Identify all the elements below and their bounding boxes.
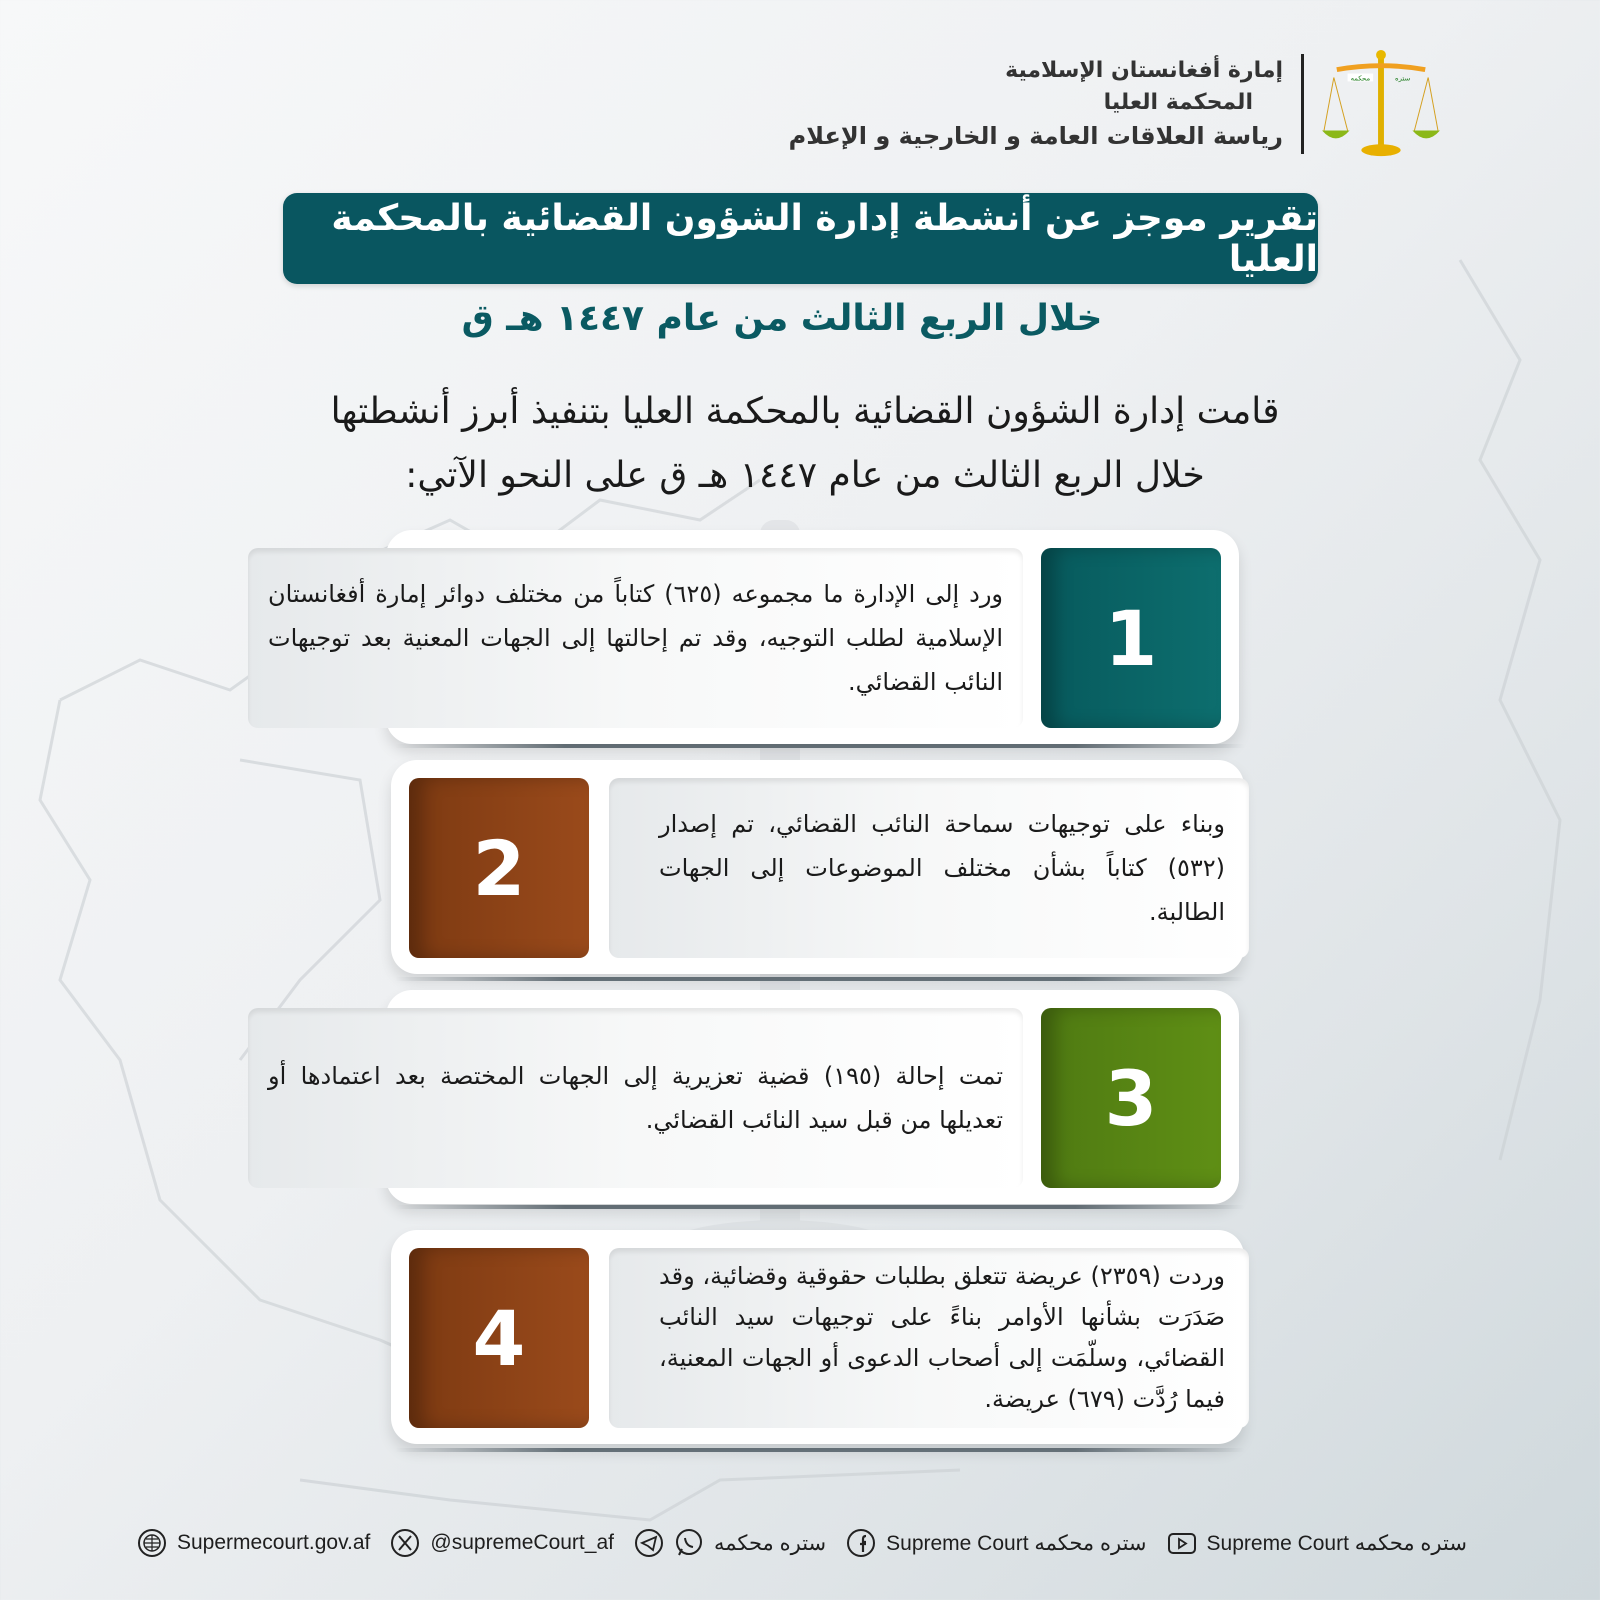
website-label: Supermecourt.gov.af (177, 1531, 371, 1554)
header-department: رياسة العلاقات العامة و الخارجية و الإعلام (788, 122, 1283, 150)
activity-card-1 (268, 530, 1239, 744)
item-number-badge: 2 (409, 778, 589, 958)
card-shelf-line (395, 1448, 1245, 1452)
activity-card-4 (391, 1230, 1244, 1444)
intro-line-2: خلال الربع الثالث من عام ١٤٤٧ هـ ق على النحو الآتي: (405, 455, 1205, 496)
item-text-panel (609, 778, 1249, 958)
footer-x-link[interactable] (390, 1528, 614, 1558)
activity-card-2 (391, 760, 1244, 974)
card-shelf-line (395, 1205, 1245, 1209)
header (789, 48, 1440, 160)
scales-of-justice-icon (1322, 48, 1440, 160)
header-text (789, 55, 1283, 153)
item-number-badge: 4 (409, 1248, 589, 1428)
facebook-label: Supreme Court ستره محکمه (886, 1531, 1147, 1555)
footer-messaging-link[interactable] (634, 1528, 826, 1558)
header-divider (1301, 54, 1304, 154)
item-text-panel (248, 1008, 1023, 1188)
item-number-badge: 3 (1041, 1008, 1221, 1188)
card-shelf-line (395, 977, 1245, 981)
svg-text:ستره: ستره (1395, 74, 1411, 83)
item-text: وردت (٢٣٥٩) عريضة تتعلق بطلبات حقوقية وقضائية، وقد صَدَرَت بشأنها الأوامر بناءً على توجيهات سيد النائب القضائي، وسلّمَت إلى أصحاب الدعوى أو الجهات المعنية، فيما رُدَّت (٦٧٩) عريضة. (659, 1262, 1225, 1413)
facebook-icon (846, 1528, 876, 1558)
globe-icon (137, 1528, 167, 1558)
footer-social-links (137, 1525, 1467, 1561)
subtitle-text: خلال الربع الثالث من عام ١٤٤٧ هـ ق (461, 298, 1103, 339)
item-text-panel (609, 1248, 1249, 1428)
item-text: تمت إحالة (١٩٥) قضية تعزيرية إلى الجهات المختصة بعد اعتمادها أو تعديلها من قبل سيد النائب القضائي. (268, 1062, 1004, 1134)
card-shelf-line (395, 744, 1245, 748)
footer-website-link[interactable] (137, 1528, 370, 1558)
item-text: ورد إلى الإدارة ما مجموعه (٦٢٥) كتاباً من مختلف دوائر إمارة أفغانستان الإسلامية لطلب التوجيه، وقد تم إحالتها إلى الجهات المعنية بعد توجيهات النائب القضائي. (268, 580, 1004, 696)
x-label: @supremeCourt_af (430, 1531, 614, 1554)
item-text: وبناء على توجيهات سماحة النائب القضائي، تم إصدار (٥٣٢) كتاباً بشأن مختلف الموضوعات إلى الجهات الطالبة. (659, 810, 1225, 926)
youtube-icon (1167, 1528, 1197, 1558)
footer-facebook-link[interactable] (846, 1528, 1146, 1558)
x-twitter-icon (390, 1528, 420, 1558)
telegram-icon (634, 1528, 664, 1558)
intro-line-1: قامت إدارة الشؤون القضائية بالمحكمة العليا بتنفيذ أبرز أنشطتها (330, 391, 1280, 432)
header-emirate: إمارة أفغانستان الإسلامية (1005, 58, 1283, 83)
youtube-label: Supreme Court ستره محکمه (1206, 1531, 1467, 1555)
item-number-badge: 1 (1041, 548, 1221, 728)
item-text-panel (248, 548, 1023, 728)
activity-card-3 (268, 990, 1239, 1204)
header-court: المحكمة العليا (1103, 90, 1253, 115)
intro-paragraph (290, 380, 1320, 508)
page-title: تقرير موجز عن أنشطة إدارة الشؤون القضائية بالمحكمة العليا (331, 197, 1318, 280)
title-banner (283, 193, 1318, 284)
whatsapp-icon (674, 1528, 704, 1558)
svg-text:محکمه: محکمه (1350, 74, 1371, 83)
footer-youtube-link[interactable] (1167, 1528, 1467, 1558)
page-subtitle (0, 298, 1600, 339)
messaging-label: ستره محکمه (713, 1531, 827, 1555)
